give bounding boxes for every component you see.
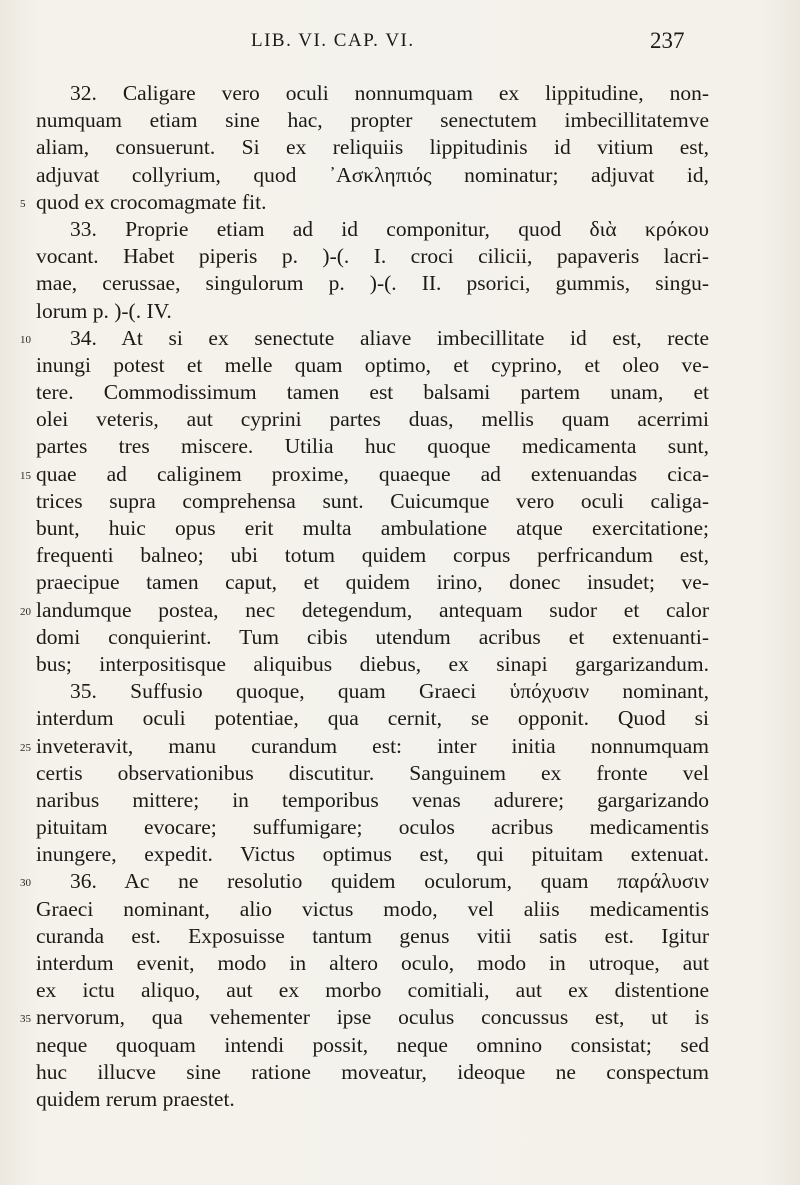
running-title: LIB. VI. CAP. VI. xyxy=(251,30,415,51)
line-text: olei veteris, aut cyprini partes duas, mellis quam acerrimi xyxy=(36,407,709,432)
text-line xyxy=(36,134,709,161)
line-text: domi conquierint. Tum cibis utendum acribus et extenuanti- xyxy=(36,624,709,649)
margin-line-number: 35 xyxy=(20,1013,31,1026)
line-text: quod ex crocomagmate fit. xyxy=(36,189,267,214)
line-text: neque quoquam intendi possit, neque omnino consistat; sed xyxy=(36,1032,709,1057)
line-text: quae ad caliginem proxime, quaeque ad extenuandas cica- xyxy=(36,461,709,486)
line-text: trices supra comprehensa sunt. Cuicumque vero oculi caliga- xyxy=(36,488,709,513)
text-line xyxy=(36,542,709,569)
text-line xyxy=(36,977,709,1004)
text-line xyxy=(36,896,709,923)
margin-line-number: 25 xyxy=(20,741,31,754)
line-text: 33. Proprie etiam ad id componitur, quod διὰ κρόκου xyxy=(70,216,709,241)
text-line xyxy=(36,1059,709,1086)
text-line xyxy=(36,1086,709,1113)
text-line xyxy=(36,841,709,868)
text-line xyxy=(36,406,709,433)
text-block xyxy=(20,80,709,1113)
line-text: 32. Caligare vero oculi nonnumquam ex lippitudine, non- xyxy=(70,81,709,105)
text-line xyxy=(36,433,709,460)
text-line xyxy=(20,325,709,352)
line-text: interdum evenit, modo in altero oculo, modo in utroque, aut xyxy=(36,951,709,975)
text-line xyxy=(36,80,709,107)
text-line xyxy=(36,162,709,189)
line-text: huc illucve sine ratione moveatur, ideoque ne conspectum xyxy=(36,1059,709,1084)
line-text: tere. Commodissimum tamen est balsami partem unam, et xyxy=(36,380,709,405)
text-line xyxy=(36,651,709,678)
text-line xyxy=(20,461,709,488)
line-text: inungere, expedit. Victus optimus est, qui pituitam extenuat. xyxy=(36,842,709,867)
line-text: aliam, consuerunt. Si ex reliquiis lippitudinis id vitium est, xyxy=(36,135,709,160)
text-line xyxy=(36,270,709,297)
text-line xyxy=(20,1004,709,1031)
text-line xyxy=(36,678,709,705)
text-line xyxy=(36,298,709,325)
text-line xyxy=(36,814,709,841)
text-line xyxy=(36,624,709,651)
line-text: certis observationibus discutitur. Sanguinem ex fronte vel xyxy=(36,760,709,785)
text-line xyxy=(36,216,709,243)
line-text: nervorum, qua vehementer ipse oculus concussus est, ut is xyxy=(36,1005,709,1030)
line-text: 34. At si ex senectute aliave imbecillitate id est, recte xyxy=(70,325,709,350)
margin-line-number: 10 xyxy=(20,333,31,346)
margin-line-number: 30 xyxy=(20,877,31,890)
line-text: bus; interpositisque aliquibus diebus, ex sinapi gargarizandum. xyxy=(36,651,709,676)
page-number: 237 xyxy=(650,28,685,53)
line-text: inveteravit, manu curandum est: inter initia nonnumquam xyxy=(36,733,709,758)
line-text: numquam etiam sine hac, propter senectutem imbecillitatemve xyxy=(36,108,709,133)
margin-line-number: 15 xyxy=(20,469,31,482)
text-line xyxy=(36,488,709,515)
line-text: 35. Suffusio quoque, quam Graeci ὑπόχυσιν nominant, xyxy=(70,679,709,704)
line-text: naribus mittere; in temporibus venas adurere; gargarizando xyxy=(36,787,709,812)
text-line xyxy=(36,923,709,950)
text-line xyxy=(36,787,709,814)
line-text: frequenti balneo; ubi totum quidem corpus perfricandum est, xyxy=(36,543,709,568)
margin-line-number: 20 xyxy=(20,605,31,618)
margin-line-number: 5 xyxy=(20,197,26,210)
line-text: inungi potest et melle quam optimo, et cyprino, et oleo ve- xyxy=(36,352,709,377)
text-line xyxy=(36,379,709,406)
running-head xyxy=(0,30,800,54)
line-text: Graeci nominant, alio victus modo, vel aliis medicamentis xyxy=(36,896,709,921)
line-text: pituitam evocare; suffumigare; oculos acribus medicamentis xyxy=(36,815,709,840)
text-line xyxy=(36,515,709,542)
text-line xyxy=(36,760,709,787)
line-text: ex ictu aliquo, aut ex morbo comitiali, aut ex distentione xyxy=(36,978,709,1003)
line-text: adjuvat collyrium, quod ᾿Ασκληπιός nominatur; adjuvat id, xyxy=(36,162,709,187)
line-text: praecipue tamen caput, et quidem irino, donec insudet; ve- xyxy=(36,570,709,595)
text-line xyxy=(20,733,709,760)
line-text: landumque postea, nec detegendum, antequam sudor et calor xyxy=(36,597,709,622)
line-text: interdum oculi potentiae, qua cernit, se opponit. Quod si xyxy=(36,706,709,731)
text-line xyxy=(36,352,709,379)
text-line xyxy=(36,705,709,732)
line-text: vocant. Habet piperis p. )-(. I. croci cilicii, papaveris lacri- xyxy=(36,244,709,269)
text-line xyxy=(36,569,709,596)
line-text: quidem rerum praestet. xyxy=(36,1086,235,1111)
line-text: mae, cerussae, singulorum p. )-(. II. psorici, gummis, singu- xyxy=(36,271,709,296)
text-line xyxy=(36,950,709,977)
text-line xyxy=(36,107,709,134)
line-text: partes tres miscere. Utilia huc quoque medicamenta sunt, xyxy=(36,434,709,459)
line-text: lorum p. )-(. IV. xyxy=(36,298,172,323)
text-line xyxy=(36,1032,709,1059)
text-line xyxy=(36,243,709,270)
line-text: bunt, huic opus erit multa ambulatione atque exercitatione; xyxy=(36,516,709,540)
text-line xyxy=(20,597,709,624)
text-line xyxy=(20,189,709,216)
text-line xyxy=(20,868,709,895)
line-text: 36. Ac ne resolutio quidem oculorum, quam παράλυσιν xyxy=(70,869,709,894)
line-text: curanda est. Exposuisse tantum genus vitii satis est. Igitur xyxy=(36,923,709,948)
